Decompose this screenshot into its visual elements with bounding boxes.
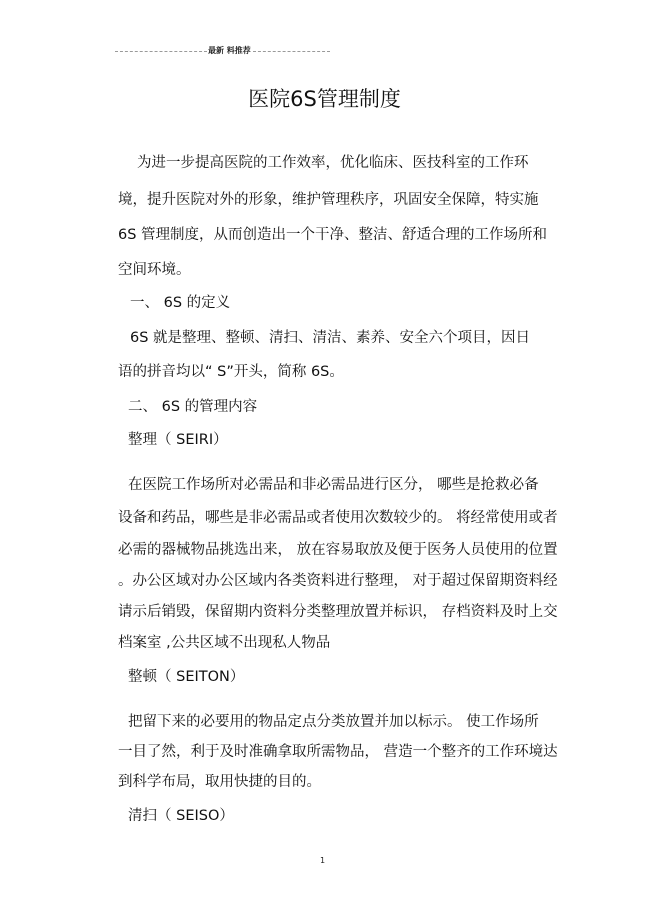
section-1-line-1: 6S 就是整理、整顿、清扫、清洁、素养、安全六个项目，因日: [130, 330, 531, 346]
seiri-line-6: 档案室 ,公共区域不出现私人物品: [118, 635, 331, 651]
header-text: 最新 料推荐: [208, 46, 251, 55]
seiton-line-3: 到科学布局，取用快捷的目的。: [118, 774, 321, 790]
intro-line-1: 为进一步提高医院的工作效率，优化临床、医技科室的工作环: [137, 155, 529, 171]
seiri-line-5: 请示后销毁，保留期内资料分类整理放置并标识， 存档资料及时上交: [118, 604, 558, 620]
seiri-heading: 整理（ SEIRI）: [128, 432, 228, 448]
seiri-line-3: 必需的器械物品挑选出来， 放在容易取放及便于医务人员使用的位置: [118, 542, 558, 558]
section-2-heading: 二、 6S 的管理内容: [128, 399, 258, 415]
section-1-heading: 一、 6S 的定义: [130, 295, 231, 311]
intro-line-4: 空间环境。: [118, 262, 191, 278]
header-divider-right: [253, 51, 330, 52]
seiri-line-2: 设备和药品，哪些是非必需品或者使用次数较少的。 将经常使用或者: [118, 510, 558, 526]
seiso-heading: 清扫（ SEISO）: [128, 808, 234, 824]
seiton-line-2: 一目了然，利于及时准确拿取所需物品， 营造一个整齐的工作环境达: [118, 744, 558, 760]
header-divider-left: [115, 51, 207, 52]
intro-line-2: 境，提升医院对外的形象，维护管理秩序，巩固安全保障，特实施: [118, 192, 539, 208]
seiton-heading: 整顿（ SEITON）: [128, 669, 245, 685]
section-1-line-2: 语的拼音均以“ S”开头，简称 6S。: [118, 364, 344, 380]
intro-line-3: 6S 管理制度，从而创造出一个干净、整洁、舒适合理的工作场所和: [118, 227, 548, 243]
seiri-line-4: 。办公区域对办公区域内各类资料进行整理， 对于超过保留期资料经: [118, 573, 558, 589]
page-header: [115, 46, 330, 56]
document-title: 医院6S管理制度: [248, 87, 401, 111]
seiton-line-1: 把留下来的必要用的物品定点分类放置并加以标示。 使工作场所: [128, 714, 539, 730]
seiri-line-1: 在医院工作场所对必需品和非必需品进行区分， 哪些是抢救必备: [128, 477, 539, 493]
page-number: 1: [320, 856, 326, 865]
